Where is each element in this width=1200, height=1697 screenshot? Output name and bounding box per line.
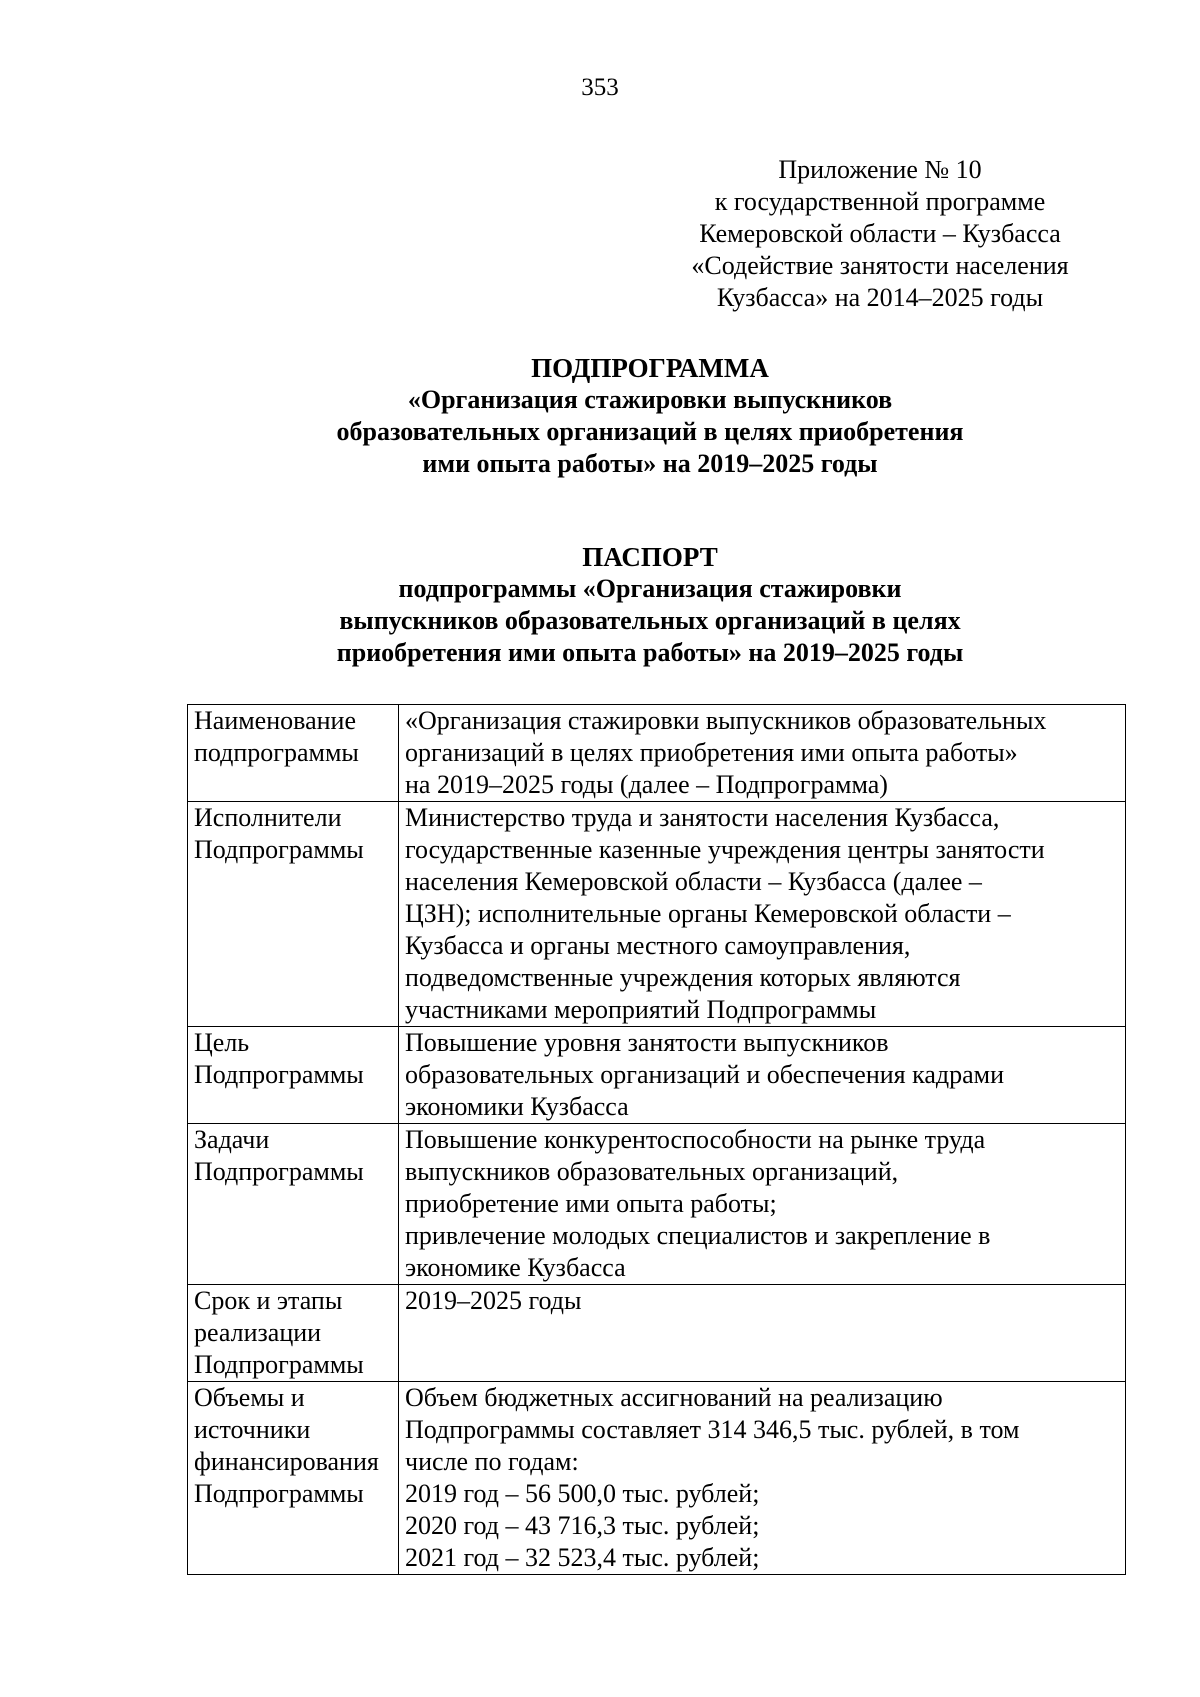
value-line: 2021 год – 32 523,4 тыс. рублей;	[405, 1543, 760, 1572]
subprogram-title: ПОДПРОГРАММА	[531, 353, 769, 383]
value-line: Повышение уровня занятости выпускников	[405, 1028, 889, 1057]
appendix-line: Кемеровской области – Кузбасса	[699, 219, 1061, 248]
table-row	[188, 1124, 1126, 1285]
value-line: приобретение ими опыта работы;	[405, 1189, 777, 1218]
passport-title-line: подпрограммы «Организация стажировки	[398, 574, 902, 603]
value-line: привлечение молодых специалистов и закрепление в	[405, 1221, 991, 1250]
value-line: подведомственные учреждения которых являются	[405, 963, 961, 992]
table-row	[188, 1285, 1126, 1382]
label-line: Задачи	[194, 1125, 270, 1154]
appendix-line: Кузбасса» на 2014–2025 годы	[716, 283, 1044, 312]
label-line: Исполнители	[194, 803, 342, 832]
value-line: «Организация стажировки выпускников образовательных	[405, 706, 1047, 735]
row-value	[399, 1027, 1126, 1124]
row-value	[399, 705, 1126, 802]
label-line: Наименование	[194, 706, 356, 735]
label-line: источники	[194, 1415, 311, 1444]
row-label	[188, 1124, 399, 1285]
row-value	[399, 1382, 1126, 1575]
value-line: государственные казенные учреждения центры занятости	[405, 835, 1045, 864]
passport-heading	[0, 541, 1200, 669]
row-label	[188, 1285, 399, 1382]
value-line: участниками мероприятий Подпрограммы	[405, 995, 877, 1024]
row-label	[188, 705, 399, 802]
value-line: Подпрограммы составляет 314 346,5 тыс. рублей, в том	[405, 1415, 1020, 1444]
label-line: финансирования	[194, 1447, 379, 1476]
label-line: Подпрограммы	[194, 1157, 364, 1186]
label-line: Подпрограммы	[194, 835, 364, 864]
value-line: Объем бюджетных ассигнований на реализацию	[405, 1383, 943, 1412]
passport-title-line: выпускников образовательных организаций в целях	[339, 606, 961, 635]
appendix-line: «Содействие занятости населения	[691, 251, 1069, 280]
value-line: 2019 год – 56 500,0 тыс. рублей;	[405, 1479, 760, 1508]
passport-title: ПАСПОРТ	[582, 542, 718, 572]
value-line: 2019–2025 годы	[405, 1286, 582, 1315]
value-line: образовательных организаций и обеспечения кадрами	[405, 1060, 1005, 1089]
value-line: 2020 год – 43 716,3 тыс. рублей;	[405, 1511, 760, 1540]
row-value	[399, 1285, 1126, 1382]
label-line: подпрограммы	[194, 738, 359, 767]
value-line: Кузбасса и органы местного самоуправления,	[405, 931, 911, 960]
appendix-line: к государственной программе	[714, 187, 1046, 216]
subprogram-title-line: ими опыта работы» на 2019–2025 годы	[422, 449, 878, 478]
table-row	[188, 1027, 1126, 1124]
row-label	[188, 1027, 399, 1124]
row-label	[188, 802, 399, 1027]
value-line: выпускников образовательных организаций,	[405, 1157, 899, 1186]
value-line: Министерство труда и занятости населения Кузбасса,	[405, 803, 1000, 832]
value-line: числе по годам:	[405, 1447, 579, 1476]
value-line: Повышение конкурентоспособности на рынке труда	[405, 1125, 986, 1154]
value-line: ЦЗН); исполнительные органы Кемеровской области –	[405, 899, 1011, 928]
label-line: Объемы и	[194, 1383, 305, 1412]
label-line: Срок и этапы	[194, 1286, 343, 1315]
label-line: Подпрограммы	[194, 1060, 364, 1089]
page-number: 353	[581, 74, 619, 101]
row-label	[188, 1382, 399, 1575]
subprogram-title-line: образовательных организаций в целях приобретения	[336, 417, 964, 446]
appendix-reference	[640, 154, 1120, 314]
label-line: реализации	[194, 1318, 322, 1347]
label-line: Подпрограммы	[194, 1479, 364, 1508]
value-line: экономике Кузбасса	[405, 1253, 626, 1282]
label-line: Подпрограммы	[194, 1350, 364, 1379]
value-line: на 2019–2025 годы (далее – Подпрограмма)	[405, 770, 888, 799]
subprogram-heading	[0, 352, 1200, 480]
table-row	[188, 802, 1126, 1027]
row-value	[399, 1124, 1126, 1285]
label-line: Цель	[194, 1028, 250, 1057]
passport-title-line: приобретения ими опыта работы» на 2019–2025 годы	[336, 638, 964, 667]
value-line: организаций в целях приобретения ими опыта работы»	[405, 738, 1018, 767]
value-line: экономики Кузбасса	[405, 1092, 629, 1121]
table-row	[188, 1382, 1126, 1575]
passport-table	[187, 704, 1126, 1575]
appendix-line: Приложение № 10	[778, 155, 982, 184]
row-value	[399, 802, 1126, 1027]
value-line: населения Кемеровской области – Кузбасса (далее –	[405, 867, 982, 896]
subprogram-title-line: «Организация стажировки выпускников	[407, 385, 893, 414]
table-row	[188, 705, 1126, 802]
